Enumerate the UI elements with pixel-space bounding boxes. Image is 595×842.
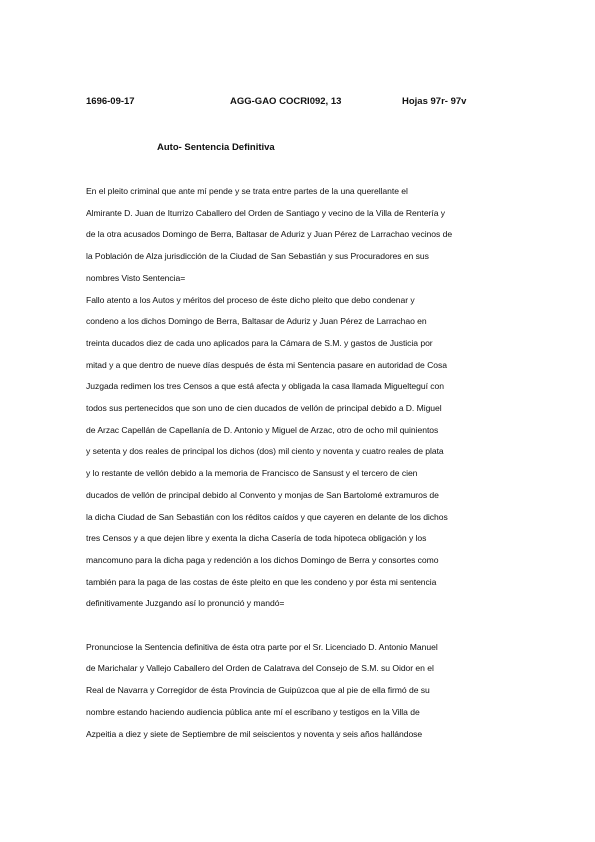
body-line: y lo restante de vellón debido a la memoria de Francisco de Sansust y el tercero de cien [86, 468, 418, 479]
body-line: condeno a los dichos Domingo de Berra, Baltasar de Aduriz y Juan Pérez de Larrachao en [86, 316, 427, 327]
body-line: mancomuno para la dicha paga y redención a los dichos Domingo de Berra y consortes como [86, 554, 439, 565]
body-line: nombre estando haciendo audiencia pública ante mí el escribano y testigos en la Villa de [86, 706, 420, 717]
body-line: y setenta y dos reales de principal los dichos (dos) mil ciento y noventa y cuatro reales de plata [86, 446, 444, 457]
body-line: Real de Navarra y Corregidor de ésta Provincia de Guipúzcoa que al pie de ella firmó de su [86, 685, 430, 696]
body-line: tres Censos y a que dejen libre y exenta la dicha Casería de toda hipoteca obligación y los [86, 533, 427, 544]
body-line: Almirante D. Juan de Iturrizo Caballero del Orden de Santiago y vecino de la Villa de Rentería y [86, 207, 446, 218]
body-line: de Marichalar y Vallejo Caballero del Orden de Calatrava del Consejo de S.M. su Oidor en el [86, 663, 434, 674]
archive-reference: AGG-GAO COCRI092, 13 [230, 96, 342, 107]
body-line: todos sus pertenecidos que son uno de cien ducados de vellón de principal debido a D. Miguel [86, 403, 442, 413]
body-line: nombres Visto Sentencia= [86, 272, 186, 283]
body-line: En el pleito criminal que ante mí pende y se trata entre partes de la una querellante el [86, 186, 408, 196]
body-line: Fallo atento a los Autos y méritos del proceso de éste dicho pleito que debo condenar y [86, 294, 415, 305]
body-line: Azpeitia a diez y siete de Septiembre de mil seiscientos y noventa y seis años hallándose [86, 728, 423, 739]
document-date: 1696-09-17 [86, 96, 135, 107]
body-line: Juzgada redimen los tres Censos a que está afecta y obligada la casa llamada Miguelteguí con [86, 381, 444, 392]
body-line: mitad y a que dentro de nueve días después de ésta mi Sentencia pasare en autoridad de Cosa [86, 359, 447, 370]
body-line: la dicha Ciudad de San Sebastián con los réditos caídos y que cayeren en delante de los dichos [86, 511, 448, 522]
body-line: treinta ducados diez de cada uno aplicados para la Cámara de S.M. y gastos de Justicia por [86, 337, 433, 348]
body-line: de la otra acusados Domingo de Berra, Baltasar de Aduriz y Juan Pérez de Larrachao vecinos de [86, 229, 453, 240]
body-line: también para la paga de las costas de éste pleito en que les condeno y por ésta mi sentencia [86, 576, 437, 587]
body-line: ducados de vellón de principal debido al Convento y monjas de San Bartolomé extramuros de [86, 489, 439, 500]
folio-range: Hojas 97r- 97v [402, 96, 467, 107]
body-line: de Arzac Capellán de Capellanía de D. Antonio y Miguel de Arzac, otro de ocho mil quinientos [86, 424, 439, 435]
body-line: la Población de Alza jurisdicción de la Ciudad de San Sebastián y sus Procuradores en sus [86, 251, 429, 262]
body-line: definitivamente Juzgando así lo pronunció y mandó= [86, 598, 285, 609]
document-title: Auto- Sentencia Definitiva [157, 142, 275, 153]
body-line: Pronunciose la Sentencia definitiva de ésta otra parte por el Sr. Licenciado D. Antonio Manuel [86, 641, 438, 652]
